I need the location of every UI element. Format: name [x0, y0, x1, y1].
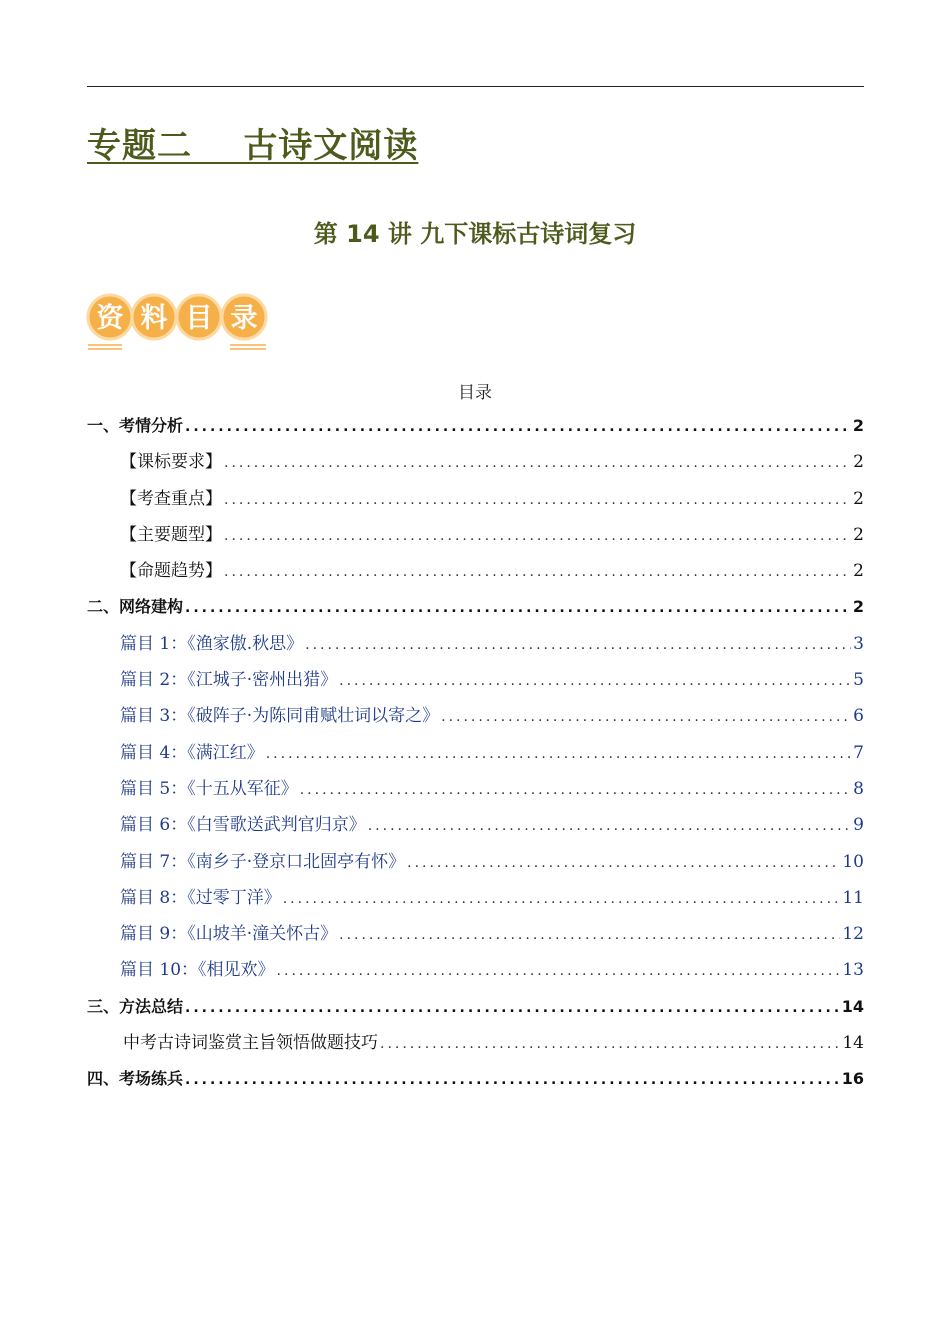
toc-entry[interactable] — [87, 884, 864, 920]
toc-entry-label: 四、考场练兵 — [87, 1069, 184, 1089]
toc-leader — [305, 631, 851, 659]
toc-entry-page: 10 — [842, 851, 864, 872]
toc-entry[interactable] — [87, 666, 864, 702]
toc-entry-page: 16 — [841, 1069, 864, 1089]
toc-entry-page: 14 — [842, 1033, 864, 1054]
badge-char-3 — [177, 295, 221, 339]
toc-leader — [185, 1066, 840, 1094]
toc-entry-label: 【课标要求】 — [120, 452, 222, 473]
toc-entry[interactable] — [87, 557, 864, 593]
toc-entry[interactable] — [87, 993, 864, 1029]
toc-entry-page: 8 — [853, 778, 864, 799]
toc-leader — [339, 921, 840, 949]
toc-entry[interactable] — [87, 448, 864, 484]
toc-leader — [283, 885, 841, 913]
toc-entry-page: 12 — [842, 924, 864, 945]
table-of-contents — [87, 412, 864, 1102]
toc-entry[interactable] — [87, 485, 864, 521]
toc-entry-page: 2 — [853, 524, 864, 545]
toc-entry-page: 6 — [853, 706, 864, 727]
toc-leader — [185, 994, 840, 1022]
toc-entry-page: 5 — [853, 670, 864, 691]
toc-leader — [368, 812, 851, 840]
toc-entry[interactable] — [87, 593, 864, 629]
toc-entry-label: 篇目 1：《渔家傲.秋思》 — [120, 633, 304, 654]
toc-entry-label: 二、网络建构 — [87, 597, 184, 617]
toc-entry-label: 篇目 9：《山坡羊·潼关怀古》 — [120, 924, 338, 945]
toc-leader — [224, 449, 851, 477]
svg-text:目: 目 — [185, 303, 213, 334]
toc-entry-label: 一、考情分析 — [87, 416, 184, 435]
badge-char-1 — [88, 295, 132, 339]
toc-entry[interactable] — [87, 702, 864, 738]
toc-leader — [224, 486, 851, 514]
toc-entry-label: 篇目 6：《白雪歌送武判官归京》 — [120, 815, 366, 836]
toc-entry-page: 14 — [841, 996, 864, 1016]
toc-entry-label: 篇目 3：《破阵子·为陈同甫赋壮词以寄之》 — [120, 706, 440, 727]
toc-heading: 目录 — [458, 383, 492, 403]
toc-leader — [339, 667, 851, 695]
lecture-title: 第 14 讲 九下课标古诗词复习 — [313, 220, 637, 248]
toc-entry[interactable] — [87, 1029, 864, 1065]
toc-entry-page: 2 — [853, 488, 864, 509]
toc-leader — [224, 558, 851, 586]
svg-text:录: 录 — [230, 303, 258, 334]
toc-entry-label: 中考古诗词鉴赏主旨领悟做题技巧 — [123, 1033, 378, 1054]
toc-entry[interactable] — [87, 739, 864, 775]
top-rule — [87, 86, 864, 87]
toc-entry[interactable] — [87, 521, 864, 557]
topic-title: 专题二 古诗文阅读 — [87, 126, 419, 166]
toc-entry-page: 2 — [852, 416, 864, 435]
toc-entry[interactable] — [87, 956, 864, 992]
toc-entry-label: 【考查重点】 — [120, 488, 222, 509]
toc-entry[interactable] — [87, 811, 864, 847]
toc-entry-label: 【主要题型】 — [120, 524, 222, 545]
toc-entry[interactable] — [87, 1065, 864, 1101]
toc-leader — [185, 413, 851, 441]
toc-entry[interactable] — [87, 775, 864, 811]
toc-entry-page: 7 — [853, 742, 864, 763]
toc-entry-page: 13 — [842, 960, 864, 981]
toc-leader — [266, 740, 851, 768]
badge-char-2 — [132, 295, 176, 339]
toc-entry[interactable] — [87, 848, 864, 884]
toc-leader — [380, 1030, 840, 1058]
contents-badge — [86, 288, 276, 354]
toc-leader — [441, 703, 851, 731]
toc-entry-label: 篇目 2：《江城子·密州出猎》 — [120, 670, 338, 691]
toc-entry-page: 9 — [853, 815, 864, 836]
svg-text:料: 料 — [140, 303, 168, 334]
toc-leader — [277, 957, 841, 985]
toc-leader — [224, 522, 851, 550]
badge-char-4 — [222, 295, 266, 339]
toc-entry-label: 篇目 4：《满江红》 — [120, 742, 264, 763]
toc-entry[interactable] — [87, 630, 864, 666]
toc-leader — [185, 594, 851, 622]
toc-entry-page: 11 — [842, 887, 864, 908]
toc-entry-label: 三、方法总结 — [87, 996, 184, 1016]
toc-leader — [407, 849, 840, 877]
toc-entry[interactable] — [87, 412, 864, 448]
svg-text:资: 资 — [96, 303, 124, 334]
toc-entry-page: 2 — [852, 597, 864, 617]
toc-entry-label: 篇目 8：《过零丁洋》 — [120, 887, 281, 908]
toc-entry[interactable] — [87, 920, 864, 956]
toc-entry-label: 篇目 10：《相见欢》 — [120, 960, 275, 981]
toc-entry-page: 2 — [853, 561, 864, 582]
toc-leader — [300, 776, 851, 804]
toc-entry-label: 【命题趋势】 — [120, 561, 222, 582]
toc-entry-label: 篇目 7：《南乡子·登京口北固亭有怀》 — [120, 851, 406, 872]
toc-entry-page: 3 — [853, 633, 864, 654]
toc-entry-label: 篇目 5：《十五从军征》 — [120, 778, 298, 799]
toc-entry-page: 2 — [853, 452, 864, 473]
